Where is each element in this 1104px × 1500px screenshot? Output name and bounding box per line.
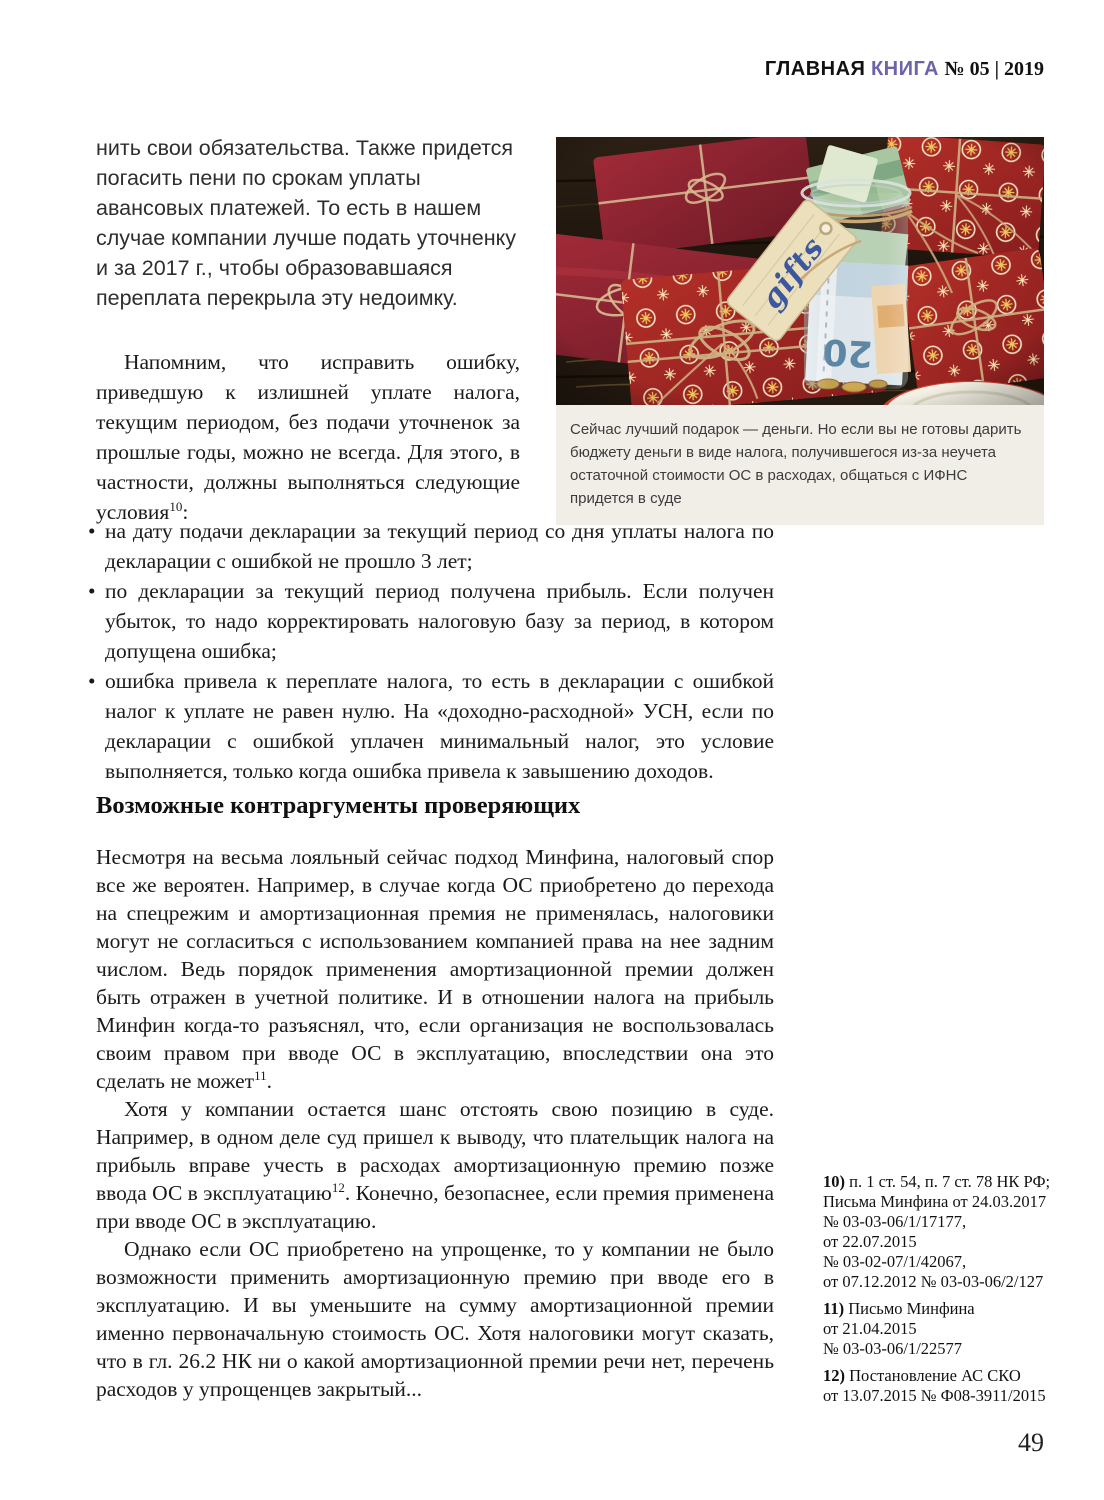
conditions-list [90, 516, 774, 786]
paragraph-counterargs [96, 843, 774, 1095]
gifts-and-money-jar-photo [556, 137, 1044, 405]
photo-caption: Сейчас лучший подарок — деньги. Но если вы не готовы дарить бюджету деньги в виде налога, получившегося из-за неучета остаточной стоимости ОС в расходах, общаться с ИФНС придется в суде [556, 405, 1044, 525]
paragraph-court-tail: . Конечно, безопаснее, если премия применена при вводе ОС в эксплуатацию. [96, 1181, 774, 1233]
footnote-ref-10: 10 [169, 498, 183, 514]
issue-info: № 05 | 2019 [944, 58, 1044, 80]
footnote-number: 12) [823, 1366, 845, 1385]
article-body [96, 843, 774, 1403]
footnote-12: 12) Постановление АС СКО от 13.07.2015 № Ф08-3911/2015 [823, 1366, 1046, 1405]
footnote-number: 11) [823, 1299, 845, 1318]
condition-item: • на дату подачи декларации за текущий период со дня уплаты налога по декларации с ошибкой не прошло 3 лет; [90, 516, 774, 576]
footnote-10: 10) п. 1 ст. 54, п. 7 ст. 78 НК РФ; Письма Минфина от 24.03.2017 № 03-03-06/1/17177, от 22.07.2015 № 03-02-07/1/42067, от 07.12.2012 № 03-03-06/2/127 [823, 1172, 1051, 1291]
magazine-name-accent: КНИГА [870, 58, 939, 80]
photo-illustration [556, 137, 1044, 405]
paragraph-reminder-text: Напомним, что исправить ошибку, приведшую к излишней уплате налога, текущим периодом, без подачи уточненок за прошлые годы, можно не всегда. Для этого, в частности, должны выполняться следующие условия [96, 350, 520, 524]
footnote-ref-11: 11 [254, 1067, 267, 1083]
page-number: 49 [1018, 1428, 1044, 1457]
lead-quote-paragraph: нить свои обязательства. Также придется погасить пени по срокам уплаты авансовых платежей. То есть в нашем случае компании лучше подать уточненку и за 2017 г., чтобы образовавшаяся переплата перекрыла эту недоимку. [96, 136, 516, 310]
paragraph-court [96, 1095, 774, 1235]
paragraph-usn: Однако если ОС приобретено на упрощенке, то у компании не было возможности применить амортизационную премию при вводе его в эксплуатацию. И вы уменьшите на сумму амортизационной премии именно первоначальную стоимость ОС. Хотя налоговики могут сказать, что в гл. 26.2 НК ни о какой амортизационной премии речи нет, перечень расходов у упрощенцев закрытый... [96, 1237, 774, 1401]
paragraph-reminder [96, 347, 520, 527]
paragraph-court-text: Хотя у компании остается шанс отстоять свою позицию в суде. Например, в одном деле суд пришел к выводу, что плательщик налога на прибыль вправе учесть в расходах амортизационную премию позже ввода ОС в эксплуатацию [96, 1097, 774, 1205]
footnote-number: 10) [823, 1172, 845, 1191]
paragraph-counterargs-text: Несмотря на весьма лояльный сейчас подход Минфина, налоговый спор все же вероятен. Например, в случае когда ОС приобретено до перехода на спецрежим и амортизационная премия не применялась, налоговики могут не согласиться с использованием компанией права на нее задним числом. Ведь порядок применения амортизационной премии должен быть отражен в учетной политике. И в отношении налога на прибыль Минфин когда-то разъяснял, что, если организация не воспользовалась своим правом при вводе ОС в эксплуатацию, впоследствии она это сделать не может [96, 845, 774, 1093]
vignette-overlay [556, 137, 1044, 405]
paragraph-counterargs-tail: . [266, 1069, 272, 1093]
magazine-header [765, 58, 1044, 81]
section-heading: Возможные контраргументы проверяющих [96, 792, 581, 819]
condition-item: • по декларации за текущий период получена прибыль. Если получен убыток, то надо корректировать налоговую базу за период, в котором допущена ошибка; [90, 576, 774, 666]
condition-item: • ошибка привела к переплате налога, то есть в декларации с ошибкой налог к уплате не равен нулю. На «доходно-расходной» УСН, если по декларации с ошибкой уплачен минимальный налог, это условие выполняется, только когда ошибка привела к завышению доходов. [90, 666, 774, 786]
magazine-name-main: ГЛАВНАЯ [764, 58, 866, 80]
footnotes-sidebar [823, 1172, 1055, 1413]
footnote-11: 11) Письмо Минфина от 21.04.2015 № 03-03-06/1/22577 [823, 1299, 975, 1358]
paragraph-reminder-tail: : [182, 500, 189, 524]
footnote-ref-12: 12 [331, 1179, 345, 1195]
